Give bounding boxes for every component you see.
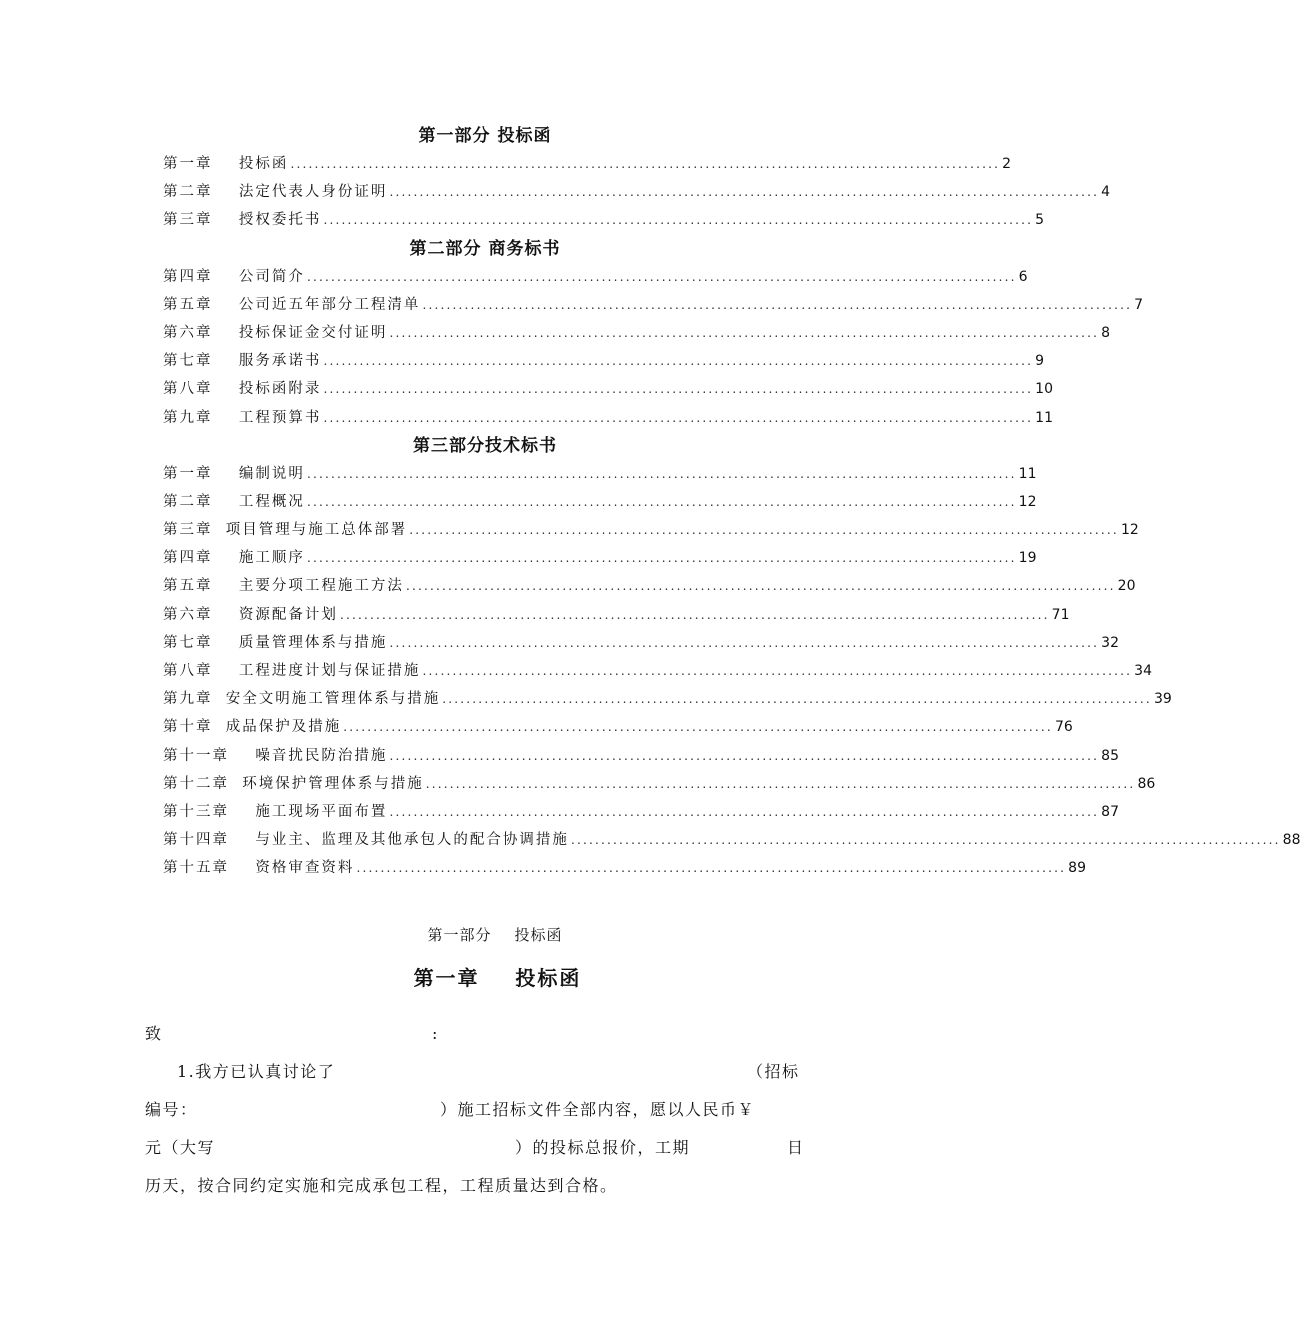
toc-entry[interactable] xyxy=(163,150,1012,178)
toc-page-number: 87 xyxy=(1101,803,1119,820)
toc-entry-title: 第十一章 噪音扰民防治措施 xyxy=(163,747,388,764)
toc-dot-leader: ...................................................................................................................... xyxy=(290,157,1001,171)
toc-dot-leader: ...................................................................................................................... xyxy=(323,382,1034,397)
toc-dot-leader: ...................................................................................................................... xyxy=(389,804,1100,819)
toc-entry[interactable] xyxy=(163,404,1053,432)
toc-entry-title: 第九章 工程预算书 xyxy=(163,409,322,426)
toc-entry-title: 第八章 工程进度计划与保证措施 xyxy=(163,663,421,679)
toc-entry[interactable] xyxy=(163,460,1037,488)
toc-dot-leader: ...................................................................................................................... xyxy=(422,664,1133,678)
toc-entry-title: 第三章 授权委托书 xyxy=(163,212,322,229)
toc-dot-leader: ...................................................................................................................... xyxy=(425,776,1136,791)
toc-entry[interactable] xyxy=(163,319,1111,347)
toc-entry-title: 第六章 资源配备计划 xyxy=(163,606,338,623)
chapter-title: 第一章 投标函 xyxy=(413,966,582,990)
toc-entry-title: 第二章 工程概况 xyxy=(163,493,305,510)
toc-entry[interactable] xyxy=(163,826,1300,854)
toc-dot-leader: ...................................................................................................................... xyxy=(323,354,1034,369)
addressee-label: 致 xyxy=(145,1024,163,1043)
toc-page-number: 89 xyxy=(1068,860,1086,877)
toc-entry[interactable] xyxy=(163,347,1045,375)
letter-line-1 xyxy=(145,1060,805,1084)
toc-entry-title: 第七章 服务承诺书 xyxy=(163,353,322,370)
addressee-colon: : xyxy=(432,1024,439,1043)
letter-line-3-left: 元（大写 xyxy=(145,1138,216,1157)
toc-entry-title: 第三章 项目管理与施工总体部署 xyxy=(163,522,408,539)
toc-page-number: 39 xyxy=(1153,691,1172,708)
toc-entry[interactable] xyxy=(163,488,1037,516)
toc-page-number: 12 xyxy=(1120,522,1139,539)
letter-line-3-right: 日 xyxy=(787,1138,805,1157)
toc-page-number: 88 xyxy=(1282,832,1300,849)
toc-page-number: 76 xyxy=(1054,719,1073,736)
toc-entry[interactable] xyxy=(163,770,1156,798)
toc-entry-title: 第九章 安全文明施工管理体系与措施 xyxy=(163,691,441,708)
toc-dot-leader: ...................................................................................................................... xyxy=(409,523,1119,538)
toc-dot-leader: ...................................................................................................................... xyxy=(343,720,1053,735)
toc-dot-leader: ...................................................................................................................... xyxy=(422,297,1133,312)
toc-dot-leader: ...................................................................................................................... xyxy=(306,269,1017,284)
toc-page-number: 11 xyxy=(1035,409,1053,426)
toc-page-number: 6 xyxy=(1018,268,1028,285)
toc-entry-title: 第一章 编制说明 xyxy=(163,465,305,482)
toc-entry-title: 第十章 成品保护及措施 xyxy=(163,719,342,736)
letter-addressee-line xyxy=(145,1022,805,1046)
toc-entry[interactable] xyxy=(163,629,1119,657)
toc-entry-title: 第十三章 施工现场平面布置 xyxy=(163,803,388,820)
letter-line-2-right: ）施工招标文件全部内容，愿以人民币￥ xyxy=(440,1100,756,1119)
toc-entry-title: 第十四章 与业主、监理及其他承包人的配合协调措施 xyxy=(163,832,569,849)
toc-page-number: 5 xyxy=(1035,212,1045,229)
toc-part-heading: 第二部分 商务标书 xyxy=(409,238,561,259)
toc-entry[interactable] xyxy=(163,263,1028,291)
toc-entry[interactable] xyxy=(163,206,1045,234)
toc-page-number: 85 xyxy=(1101,747,1119,764)
toc-part-heading: 第一部分 投标函 xyxy=(418,126,552,146)
toc-entry[interactable] xyxy=(163,544,1037,572)
toc-entry[interactable] xyxy=(163,178,1111,206)
toc-entry-title: 第一章 投标函 xyxy=(163,156,289,172)
toc-dot-leader: ...................................................................................................................... xyxy=(306,494,1017,509)
toc-entry-title: 第五章 公司近五年部分工程清单 xyxy=(163,296,421,313)
toc-entry-title: 第四章 施工顺序 xyxy=(163,550,305,567)
toc-part-heading: 第三部分技术标书 xyxy=(413,435,557,456)
toc-entry-title: 第六章 投标保证金交付证明 xyxy=(163,324,388,341)
toc-dot-leader: ...................................................................................................................... xyxy=(389,185,1100,200)
toc-dot-leader: ...................................................................................................................... xyxy=(356,861,1067,876)
toc-dot-leader: ...................................................................................................................... xyxy=(323,410,1034,425)
toc-entry-title: 第十二章 环境保护管理体系与措施 xyxy=(163,775,424,792)
toc-entry-title: 第十五章 资格审查资料 xyxy=(163,860,355,877)
toc-page-number: 32 xyxy=(1101,634,1119,651)
toc-entry-title: 第七章 质量管理体系与措施 xyxy=(163,634,388,651)
toc-page-number: 71 xyxy=(1051,606,1070,623)
toc-entry[interactable] xyxy=(163,375,1053,403)
letter-line-4-text: 历天，按合同约定实施和完成承包工程，工程质量达到合格。 xyxy=(145,1176,618,1195)
letter-line-4 xyxy=(145,1174,805,1198)
toc-entry[interactable] xyxy=(163,854,1086,882)
letter-line-2-left: 编号： xyxy=(145,1100,198,1119)
toc-entry[interactable] xyxy=(163,657,1152,685)
toc-page-number: 2 xyxy=(1002,156,1012,172)
toc-entry-title: 第二章 法定代表人身份证明 xyxy=(163,184,388,201)
letter-line-3 xyxy=(145,1136,805,1160)
toc-entry[interactable] xyxy=(163,685,1172,713)
toc-entry-title: 第八章 投标函附录 xyxy=(163,381,322,398)
toc-entry[interactable] xyxy=(163,742,1119,770)
toc-dot-leader: ...................................................................................................................... xyxy=(339,607,1050,622)
toc-entry[interactable] xyxy=(163,291,1144,319)
table-of-contents xyxy=(163,122,1300,883)
toc-page-number: 12 xyxy=(1018,493,1037,510)
toc-dot-leader: ...................................................................................................................... xyxy=(306,466,1017,481)
toc-page-number: 10 xyxy=(1035,381,1053,398)
letter-line-2 xyxy=(145,1098,805,1122)
toc-dot-leader: ...................................................................................................................... xyxy=(389,325,1100,340)
toc-entry[interactable] xyxy=(163,798,1119,826)
toc-entry[interactable] xyxy=(163,713,1073,741)
letter-line-1-text: 1.我方已认真讨论了 xyxy=(177,1062,336,1081)
toc-page-number: 11 xyxy=(1018,465,1037,482)
toc-page-number: 9 xyxy=(1035,353,1045,370)
toc-page-number: 19 xyxy=(1018,550,1037,567)
letter-line-3-mid: ）的投标总报价，工期 xyxy=(515,1138,691,1157)
toc-page-number: 8 xyxy=(1101,324,1111,341)
toc-page-number: 4 xyxy=(1101,184,1111,201)
toc-entry-title: 第五章 主要分项工程施工方法 xyxy=(163,578,404,595)
toc-entry[interactable] xyxy=(163,601,1070,629)
toc-entry-title: 第四章 公司简介 xyxy=(163,268,305,285)
section-label: 第一部分 投标函 xyxy=(427,926,563,944)
toc-page-number: 20 xyxy=(1117,578,1136,595)
toc-dot-leader: ...................................................................................................................... xyxy=(442,692,1152,707)
toc-page-number: 86 xyxy=(1137,775,1156,792)
toc-dot-leader: ...................................................................................................................... xyxy=(570,833,1281,848)
toc-page-number: 7 xyxy=(1134,296,1144,313)
toc-entry[interactable] xyxy=(163,572,1136,600)
toc-page-number: 34 xyxy=(1134,663,1152,679)
toc-dot-leader: ...................................................................................................................... xyxy=(389,748,1100,763)
toc-dot-leader: ...................................................................................................................... xyxy=(389,635,1100,650)
toc-dot-leader: ...................................................................................................................... xyxy=(405,579,1116,594)
toc-dot-leader: ...................................................................................................................... xyxy=(306,551,1017,566)
letter-line-1-right: （招标 xyxy=(747,1062,800,1081)
toc-entry[interactable] xyxy=(163,516,1139,544)
toc-dot-leader: ...................................................................................................................... xyxy=(323,213,1034,228)
